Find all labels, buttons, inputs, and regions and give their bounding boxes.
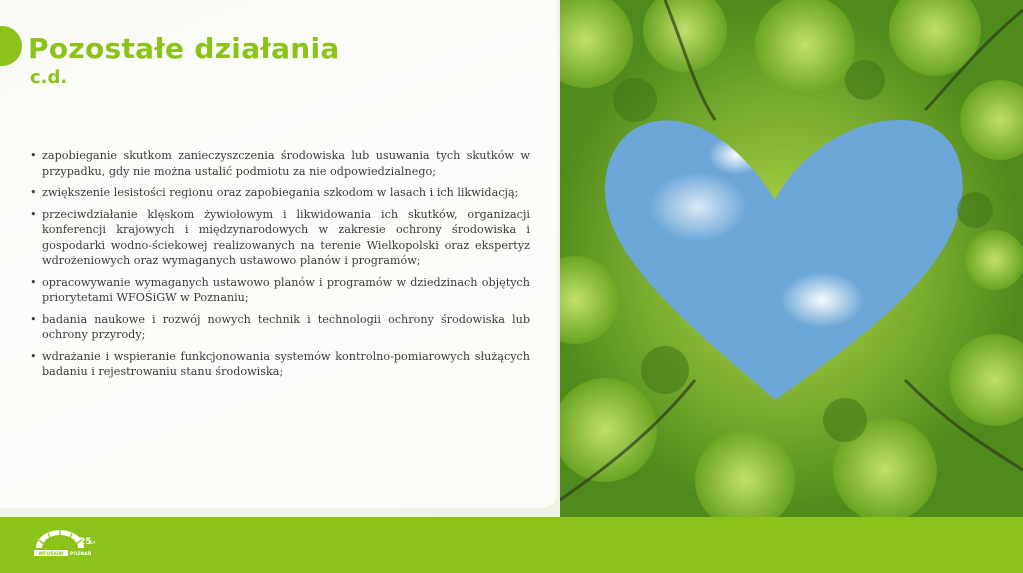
slide-title: Pozostałe działania — [28, 32, 340, 65]
bullet-item: • zapobieganie skutkom zanieczyszczenia środowiska lub usuwania tych skutków w przypadku, gdy nie można ustalić podmiotu za nie odpowiedzialnego; — [30, 148, 530, 179]
slide-subtitle: c.d. — [30, 67, 68, 88]
logo-text-left: WFOŚiGW — [38, 552, 64, 557]
tree-canopy-graphic — [545, 0, 1023, 517]
logo-text-top-small: lat — [90, 540, 96, 545]
logo-text-right: POZNAŃ — [70, 552, 92, 557]
bullet-item: • badania naukowe i rozwój nowych technik i technologii ochrony środowiska lub ochrony przyrody; — [30, 312, 530, 343]
wfosigw-logo — [32, 528, 96, 564]
footer-bar — [0, 517, 1023, 573]
tree-canopy-heart-sky-image — [545, 0, 1023, 517]
bullet-item: • zwiększenie lesistości regionu oraz zapobiegania szkodom w lasach i ich likwidacją; — [30, 185, 530, 201]
bullet-item: • przeciwdziałanie klęskom żywiołowym i likwidowania ich skutków, organizacji konferencji krajowych i międzynarodowych w zakresie ochrony środowiska i gospodarki wodno-ściekowej realizowanych na terenie Wielkopolski oraz ekspertyz wdrożeniowych oraz wymaganych ustawowo planów i programów; — [30, 207, 530, 269]
bullet-item: • wdrażanie i wspieranie funkcjonowania systemów kontrolno-pomiarowych służących badaniu i rejestrowaniu stanu środowiska; — [30, 349, 530, 380]
bullet-item: • opracowywanie wymaganych ustawowo planów i programów w dziedzinach objętych priorytetami WFOŚiGW w Poznaniu; — [30, 275, 530, 306]
logo-text-top: 25 — [79, 537, 92, 547]
bullet-list — [30, 148, 530, 386]
